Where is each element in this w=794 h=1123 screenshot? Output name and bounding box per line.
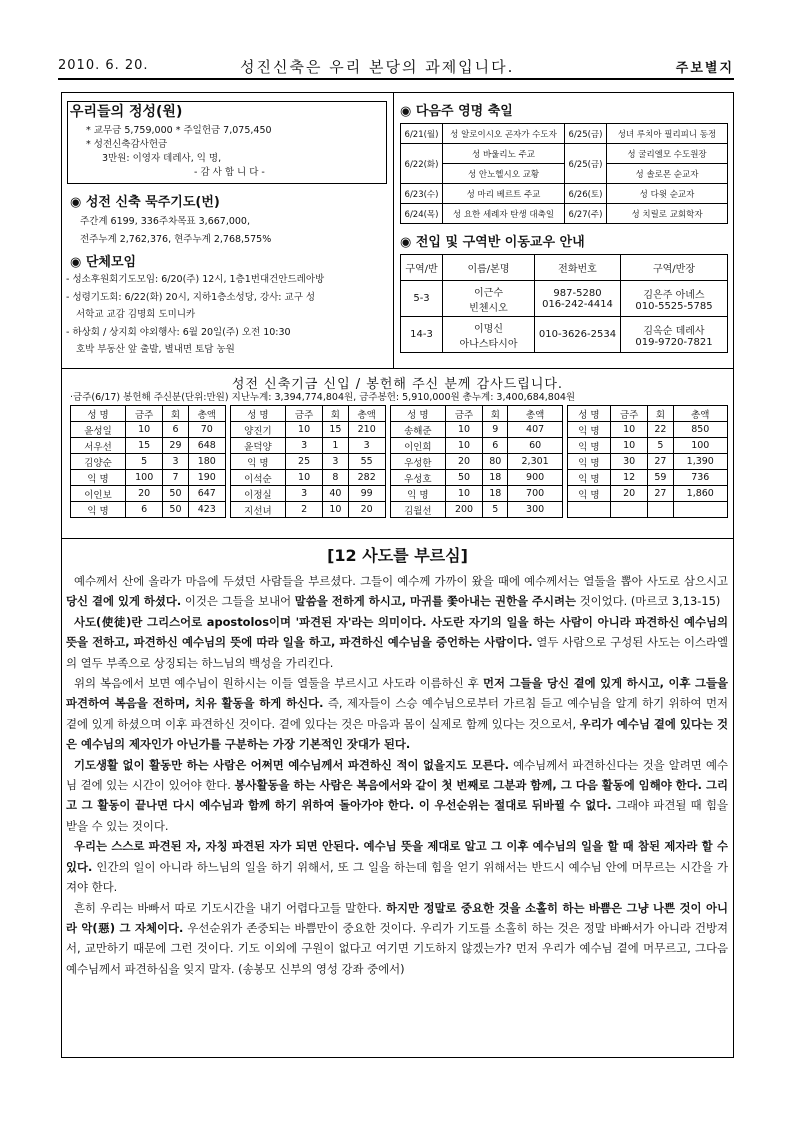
fund-column-header: 금주: [126, 406, 163, 422]
donor-total: 190: [188, 470, 225, 486]
nameday-table: [400, 123, 728, 224]
donor-total: 99: [348, 486, 385, 502]
donor-name: 윤성일: [71, 422, 126, 438]
fund-title: 성전 신축기금 신입 / 봉헌해 주신 분께 감사드립니다.: [231, 377, 564, 392]
article-emphasis: 말씀을 전하게 하시고, 마귀를 쫓아내는 권한을 주시려는: [294, 594, 576, 609]
bulletin-name: 주보별지: [675, 61, 734, 76]
donor-weekly: 20: [610, 486, 647, 502]
prayer-line: 주간계 6199, 336주차목표 3,667,000,: [80, 216, 250, 227]
article-emphasis: 우리가 예수님 곁에 있다는 것은 예수님의 제자인가 아닌가를 구분하는 가장 기본적인 잣대가 된다.: [66, 716, 728, 752]
donor-name: 이인희: [390, 438, 445, 454]
donor-total: 1,860: [673, 486, 727, 502]
donor-total: 900: [508, 470, 562, 486]
article-paragraph: [66, 571, 728, 612]
donor-name: 김양순: [71, 454, 126, 470]
donor-weekly: 3: [285, 438, 322, 454]
donor-count: 6: [483, 438, 508, 454]
table-row: [71, 438, 728, 454]
donor-name: 서우선: [71, 438, 126, 454]
donor-weekly: 10: [285, 470, 322, 486]
column-divider: [393, 92, 394, 368]
nameday-saint: 성 솔로몬 순교자: [607, 164, 728, 184]
move-area: 14-3: [401, 317, 443, 353]
donor-name: 송해준: [390, 422, 445, 438]
parish-motto: 성진신축은 우리 본당의 과제입니다.: [240, 58, 515, 76]
donor-weekly: 10: [445, 422, 482, 438]
nameday-date: 6/23(수): [401, 184, 443, 204]
donor-name: 윤덕양: [230, 438, 285, 454]
donor-count: [648, 502, 673, 518]
donor-weekly: 10: [445, 486, 482, 502]
nameday-title: 다음주 영명 축일: [415, 104, 513, 119]
donor-count: 9: [483, 422, 508, 438]
donor-total: 647: [188, 486, 225, 502]
move-name: [443, 281, 535, 317]
article-text: 그래야 파견될 때 힘을 받을 수 있는 것이다.: [66, 798, 729, 833]
donor-name: 익 명: [567, 470, 610, 486]
table-row: [401, 281, 728, 317]
table-row: [71, 454, 728, 470]
section-divider: [61, 538, 734, 539]
donor-total: [673, 502, 727, 518]
move-leader: [621, 281, 728, 317]
donor-count: 5: [483, 502, 508, 518]
donor-count: 27: [648, 454, 673, 470]
donor-name: 익 명: [71, 470, 126, 486]
donor-weekly: 25: [285, 454, 322, 470]
donor-name: 익 명: [390, 486, 445, 502]
donor-count: 50: [163, 486, 188, 502]
table-header-row: [71, 406, 728, 422]
table-row: [401, 124, 728, 144]
offerings-line: * 교무금 5,759,000 * 주일헌금 7,075,450: [86, 125, 272, 136]
donor-weekly: 15: [126, 438, 163, 454]
donor-count: 6: [163, 422, 188, 438]
article-text: 예수님께서 파견하신다는 것을 알려면 예수님 곁에 있는 시간이 있어야 한다.: [66, 757, 728, 793]
article-text: 것이었다. (마르코 3,13-15): [575, 594, 721, 609]
donor-name: 익 명: [71, 502, 126, 518]
article-text: 예수께서 산에 올라가 마음에 두셨던 사람들을 부르셨다. 그들이 예수께 가까이 왔을 때에 예수께서는 열둘을 뽑아 사도로 삼으시고: [74, 574, 728, 588]
fund-column-header: 회: [323, 406, 348, 422]
move-phone: 010-3626-2534: [535, 317, 621, 353]
column-header: 구역/반: [401, 255, 443, 281]
donor-total: 55: [348, 454, 385, 470]
table-row: [401, 164, 728, 184]
groups-title: 단체모임: [85, 255, 137, 270]
table-row: [71, 470, 728, 486]
move-leader: [621, 317, 728, 353]
fund-column-header: 총액: [673, 406, 727, 422]
donor-name: 익 명: [567, 438, 610, 454]
article-text: 이것은 그들을 보내어: [181, 594, 295, 609]
table-row: [401, 144, 728, 164]
move-leader-line: 019-9720-7821: [635, 336, 713, 348]
bullet-icon: ◉: [400, 104, 416, 119]
donor-total: 423: [188, 502, 225, 518]
donor-count: 5: [648, 438, 673, 454]
donor-total: 70: [188, 422, 225, 438]
groups-item: - 하상회 / 상지회 야외행사: 6월 20일(주) 오전 10:30: [66, 326, 291, 338]
fund-column-header: 성 명: [71, 406, 126, 422]
donor-total: 300: [508, 502, 562, 518]
groups-item: - 성령기도회: 6/22(화) 20시, 지하1층소성당, 강사: 교구 성: [66, 291, 316, 303]
fund-column-header: 회: [163, 406, 188, 422]
nameday-date: 6/25(금): [565, 144, 607, 184]
moves-heading: [400, 231, 585, 250]
article-paragraph: [66, 673, 728, 755]
donor-weekly: 10: [610, 422, 647, 438]
fund-column-header: 총액: [348, 406, 385, 422]
donor-weekly: 20: [445, 454, 482, 470]
donor-total: 180: [188, 454, 225, 470]
groups-item: - 성소후원회기도모임: 6/20(주) 12시, 1층1번대건안드레아방: [66, 274, 325, 285]
donor-name: 이석순: [230, 470, 285, 486]
donor-count: 18: [483, 486, 508, 502]
nameday-date: 6/22(화): [401, 144, 443, 184]
donor-weekly: 5: [126, 454, 163, 470]
donor-count: 59: [648, 470, 673, 486]
column-header: 이름/본명: [443, 255, 535, 281]
nameday-saint: 성 안노헬시오 교황: [443, 164, 565, 184]
column-header: 전화번호: [535, 255, 621, 281]
fund-table: [70, 405, 728, 518]
move-name-line: 아나스타시아: [459, 338, 518, 350]
donor-name: 양진기: [230, 422, 285, 438]
nameday-saint: 성 다윗 순교자: [607, 184, 728, 204]
prayer-heading: [70, 191, 220, 210]
donor-name: 이인보: [71, 486, 126, 502]
move-phone-line: 987-5280: [553, 287, 602, 299]
prayer-details: [80, 213, 380, 249]
donor-total: 20: [348, 502, 385, 518]
article-emphasis: 봉사활동을 하는 사람은 복음에서와 같이 첫 번째로 그분과 함께, 그 다음 활동에 임해야 한다. 그리고 그 활동이 끝나면 다시 예수님과 함께 하기 위하여 돌아가야 한다. 이 우선순위는 절대로 뒤바뀔 수 없다.: [66, 778, 728, 813]
donor-count: 15: [323, 422, 348, 438]
moves-table: [400, 254, 728, 353]
article-paragraph: [66, 755, 728, 837]
donor-name: 익 명: [567, 422, 610, 438]
article-emphasis: 먼저 그들을 당신 곁에 있게 하시고, 이후 그들을 파견하여 복음을 전하며, 치유 활동을 하게 하신다.: [66, 676, 728, 711]
donor-weekly: [610, 502, 647, 518]
donor-count: 10: [323, 502, 348, 518]
fund-column-header: 금주: [445, 406, 482, 422]
donor-weekly: 30: [610, 454, 647, 470]
donor-name: 이정실: [230, 486, 285, 502]
move-leader-line: 김옥순 데레사: [643, 325, 705, 337]
donor-total: 700: [508, 486, 562, 502]
table-row: [71, 486, 728, 502]
fund-column-header: 성 명: [390, 406, 445, 422]
nameday-date: 6/21(월): [401, 124, 443, 144]
move-leader-line: 010-5525-5785: [635, 300, 713, 312]
article-paragraph: [66, 898, 728, 980]
donor-weekly: 10: [285, 422, 322, 438]
fund-column-header: 금주: [285, 406, 322, 422]
nameday-saint: 성 굴리엘모 수도원장: [607, 144, 728, 164]
donor-total: 100: [673, 438, 727, 454]
donor-count: 40: [323, 486, 348, 502]
donor-name: 우성호: [390, 470, 445, 486]
prayer-line: 전주누계 2,762,376, 현주누계 2,768,575%: [80, 234, 272, 245]
article-text: 인간의 일이 아니라 하느님의 일을 하기 위해서, 또 그 일을 하는데 힘을 얻기 위해서는 반드시 예수님 안에 머무르는 시간을 가져야 한다.: [66, 859, 728, 895]
donor-name: 익 명: [230, 454, 285, 470]
donor-name: 우성한: [390, 454, 445, 470]
donor-count: 3: [163, 454, 188, 470]
article-text: 열두 사람으로 구성된 사도는 이스라엘의 열두 부족으로 상징되는 하느님의 백성을 가리킨다.: [66, 635, 728, 670]
table-header-row: [401, 255, 728, 281]
fund-column-header: 총액: [188, 406, 225, 422]
article-emphasis: 당신 곁에 있게 하셨다.: [66, 594, 182, 609]
donor-count: 29: [163, 438, 188, 454]
nameday-date: 6/26(토): [565, 184, 607, 204]
move-area: 5-3: [401, 281, 443, 317]
donor-total: 282: [348, 470, 385, 486]
article-title: [12 사도를 부르심]: [327, 546, 468, 565]
donor-total: 1,390: [673, 454, 727, 470]
donor-name: 김월선: [390, 502, 445, 518]
table-row: [401, 184, 728, 204]
nameday-heading: [400, 100, 513, 119]
table-row: [401, 317, 728, 353]
article-text: 즉, 제자들이 스승 예수님으로부터 가르침 듣고 예수님을 알게 하기 위하여 먼저 곁에 있게 하셨으며 이후 파견하신 것이다. 곁에 있다는 것은 마음과 몸이 실제로 함께 있다는 것으로서,: [66, 696, 728, 731]
move-name-line: 이명신: [474, 323, 503, 335]
donor-total: 648: [188, 438, 225, 454]
donor-count: 27: [648, 486, 673, 502]
offerings-line: * 성전신축감사헌금: [86, 139, 168, 150]
donor-weekly: 12: [610, 470, 647, 486]
groups-item: 호박 부동산 앞 출발, 별내면 토담 농원: [76, 344, 235, 355]
offerings-details: [86, 124, 386, 180]
move-name-line: 이근수: [474, 287, 503, 299]
groups-item: 서학교 교감 김명희 도미니카: [76, 309, 196, 320]
donor-count: 3: [323, 454, 348, 470]
article-emphasis: 하지만 정말로 중요한 것을 소홀히 하는 바쁨은 그냥 나쁜 것이 아니라 악(惡) 그 자체이다.: [66, 900, 729, 935]
donor-weekly: 2: [285, 502, 322, 518]
fund-column-header: 총액: [508, 406, 562, 422]
prayer-title: 성전 신축 묵주기도(번): [85, 195, 220, 210]
nameday-date: 6/27(주): [565, 204, 607, 224]
move-phone-line: 016-242-4414: [542, 298, 613, 310]
donor-total: 60: [508, 438, 562, 454]
donor-total: 210: [348, 422, 385, 438]
issue-date: 2010. 6. 20.: [58, 58, 149, 73]
article-body: [66, 571, 728, 979]
article-emphasis: 우리는 스스로 파견된 자, 자칭 파견된 자가 되면 안된다. 예수님 뜻을 제대로 알고 그 이후 예수님의 일을 할 때 참된 제자라 할 수 있다.: [66, 839, 728, 874]
move-name-line: 빈첸시오: [469, 302, 508, 314]
fund-column-header: 회: [648, 406, 673, 422]
nameday-date: 6/24(목): [401, 204, 443, 224]
nameday-saint: 성녀 루치아 필리피니 동정: [607, 124, 728, 144]
donor-weekly: 3: [285, 486, 322, 502]
article-paragraph: [66, 836, 728, 897]
bullet-icon: ◉: [70, 195, 86, 210]
donor-count: 7: [163, 470, 188, 486]
donor-weekly: 10: [445, 438, 482, 454]
article-emphasis: 기도생활 없이 활동만 하는 사람은 어쩌면 예수님께서 파견하신 적이 없을지도 모른다.: [74, 757, 509, 772]
bullet-icon: ◉: [400, 235, 416, 250]
move-name: [443, 317, 535, 353]
donor-total: 2,301: [508, 454, 562, 470]
donor-name: [567, 502, 610, 518]
section-divider: [61, 368, 734, 369]
donor-count: 22: [648, 422, 673, 438]
donor-count: 50: [163, 502, 188, 518]
table-row: [71, 502, 728, 518]
offerings-line: 3만원: 이영자 데레사, 익 명,: [102, 153, 222, 164]
nameday-saint: 성 마리 베르트 주교: [443, 184, 565, 204]
bullet-icon: ◉: [70, 255, 86, 270]
nameday-saint: 성 바울리노 주교: [443, 144, 565, 164]
fund-summary: ·금주(6/17) 봉헌해 주신분(단위:만원) 지난누계: 3,394,774,804원, 금주봉헌: 5,910,000원 총누계: 3,400,684,804원: [70, 392, 576, 403]
nameday-saint: 성 요한 세례자 탄생 대축일: [443, 204, 565, 224]
donor-name: 지선녀: [230, 502, 285, 518]
donor-count: 80: [483, 454, 508, 470]
column-header: 구역/반장: [621, 255, 728, 281]
nameday-saint: 성 알로이시오 곤자가 수도자: [443, 124, 565, 144]
nameday-date: 6/25(금): [565, 124, 607, 144]
donor-name: 익 명: [567, 486, 610, 502]
article-emphasis: 사도(使徒)란 그리스어로 apostolos이며 '파견된 자'라는 의미이다. 사도란 자기의 일을 하는 사람이 아니라 파견하신 예수님의 뜻을 전하고, 파견하신 예수님의 뜻에 따라 일을 하고, 파견하신 예수님을 증언하는 사람이다.: [66, 614, 728, 650]
donor-name: 익 명: [567, 454, 610, 470]
article-text: 우선순위가 존중되는 바쁨만이 중요한 것이다. 우리가 기도를 소홀히 하는 것은 정말 바빠서가 아니라 건방져서, 교만하기 때문에 그런 것이다. 기도 이외에 구원이 없다고 여기면 기도하지 않겠는가? 먼저 우리가 예수님 곁에 머무르고, 그다음 예수님께서 파견하심을 잊지 말자. (송봉모 신부의 영성 강좌 중에서): [66, 920, 728, 976]
article-text: 흔히 우리는 바빠서 따로 기도시간을 내기 어렵다고들 말한다.: [74, 900, 386, 915]
donor-weekly: 100: [126, 470, 163, 486]
donor-count: 1: [323, 438, 348, 454]
donor-weekly: 10: [126, 422, 163, 438]
donor-total: 850: [673, 422, 727, 438]
move-phone: [535, 281, 621, 317]
nameday-saint: 성 치릴로 교회학자: [607, 204, 728, 224]
offerings-thanks: - 감 사 합 니 다 -: [194, 167, 265, 178]
donor-count: 18: [483, 470, 508, 486]
groups-list: [66, 271, 392, 359]
donor-total: 407: [508, 422, 562, 438]
table-row: [71, 422, 728, 438]
moves-title: 전입 및 구역반 이동교우 안내: [415, 235, 585, 250]
groups-heading: [70, 251, 136, 270]
article-text: 위의 복음에서 보면 예수님이 원하시는 이들 열둘을 부르시고 사도라 이름하신 후: [74, 676, 483, 691]
move-leader-line: 김은주 아녜스: [643, 289, 705, 301]
table-row: [401, 204, 728, 224]
donor-total: 736: [673, 470, 727, 486]
donor-weekly: 20: [126, 486, 163, 502]
donor-weekly: 10: [610, 438, 647, 454]
fund-column-header: 회: [483, 406, 508, 422]
fund-column-header: 금주: [610, 406, 647, 422]
article-paragraph: [66, 612, 728, 673]
page-header: [58, 54, 734, 80]
donor-count: 8: [323, 470, 348, 486]
donor-total: 3: [348, 438, 385, 454]
donor-weekly: 6: [126, 502, 163, 518]
offerings-title: 우리들의 정성(원): [70, 104, 183, 120]
fund-column-header: 성 명: [567, 406, 610, 422]
donor-weekly: 50: [445, 470, 482, 486]
fund-column-header: 성 명: [230, 406, 285, 422]
donor-weekly: 200: [445, 502, 482, 518]
